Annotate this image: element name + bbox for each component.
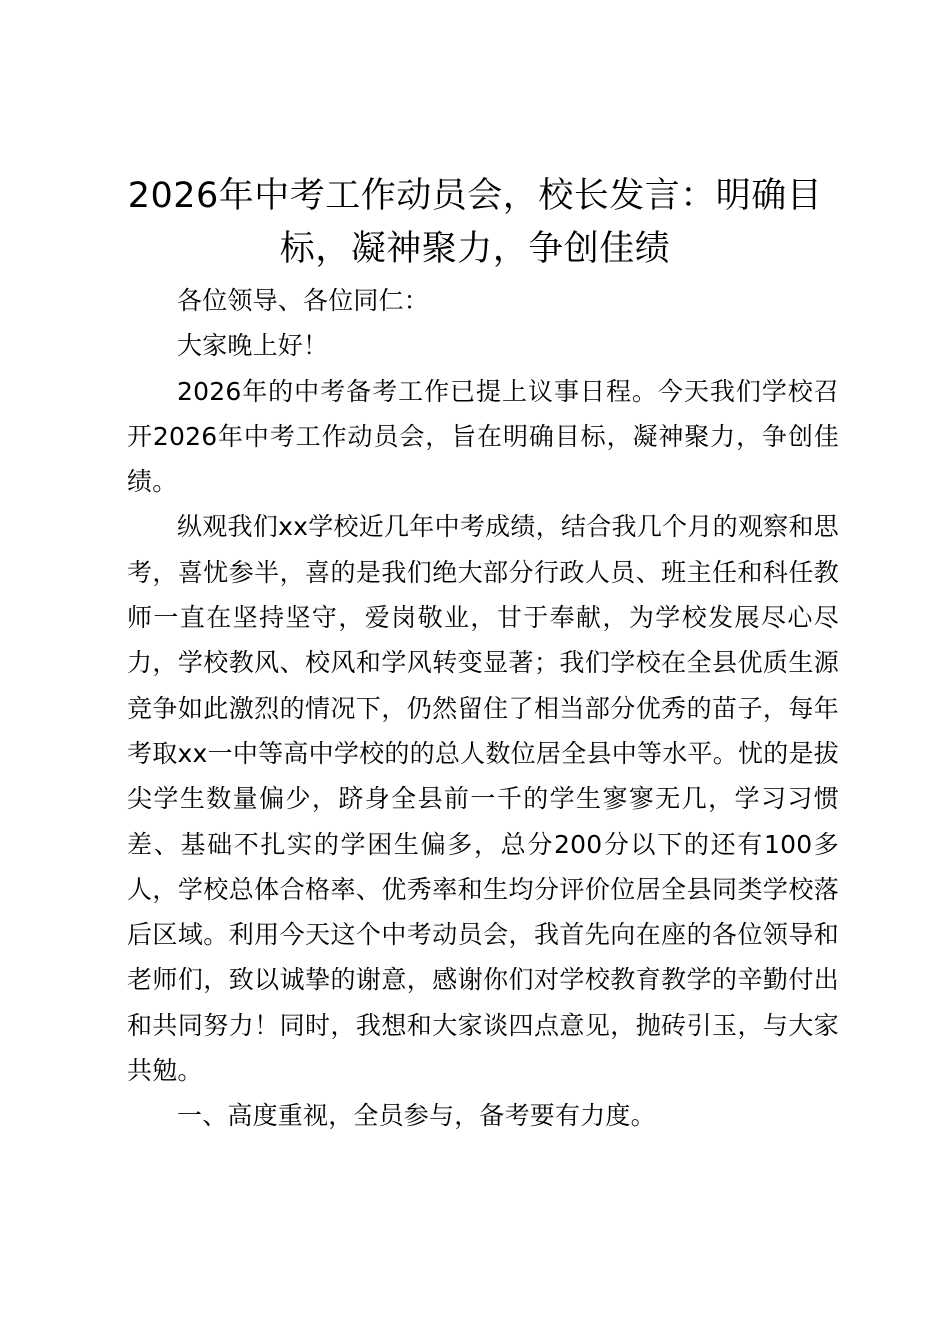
- paragraph-review: 纵观我们xx学校近几年中考成绩，结合我几个月的观察和思考，喜忧参半，喜的是我们绝大部分行政人员、班主任和科任教师一直在坚持坚守，爱岗敬业，甘于奉献，为学校发展尽心尽力，学校教风、校风和学风转变显著；我们学校在全县优质生源竞争如此激烈的情况下，仍然留住了相当部分优秀的苗子，每年考取xx一中等高中学校的的总人数位居全县中等水平。忧的是拔尖学生数量偏少，跻身全县前一千的学生寥寥无几，学习习惯差、基础不扎实的学困生偏多，总分200分以下的还有100多人，学校总体合格率、优秀率和生均分评价位居全县同类学校落后区域。利用今天这个中考动员会，我首先向在座的各位领导和老师们，致以诚挚的谢意，感谢你们对学校教育教学的辛勤付出和共同努力！同时，我想和大家谈四点意见，抛砖引玉，与大家共勉。: [127, 512, 839, 1086]
- document-title: 2026年中考工作动员会，校长发言：明确目标，凝神聚力，争创佳绩: [127, 176, 823, 269]
- section-heading-1: 一、高度重视，全员参与，备考要有力度。: [177, 1101, 656, 1131]
- greeting: 大家晚上好！: [177, 331, 329, 361]
- paragraph-intro: 2026年的中考备考工作已提上议事日程。今天我们学校召开2026年中考工作动员会，旨在明确目标，凝神聚力，争创佳绩。: [127, 376, 839, 497]
- salutation: 各位领导、各位同仁：: [177, 286, 430, 315]
- document-body: [127, 278, 839, 1139]
